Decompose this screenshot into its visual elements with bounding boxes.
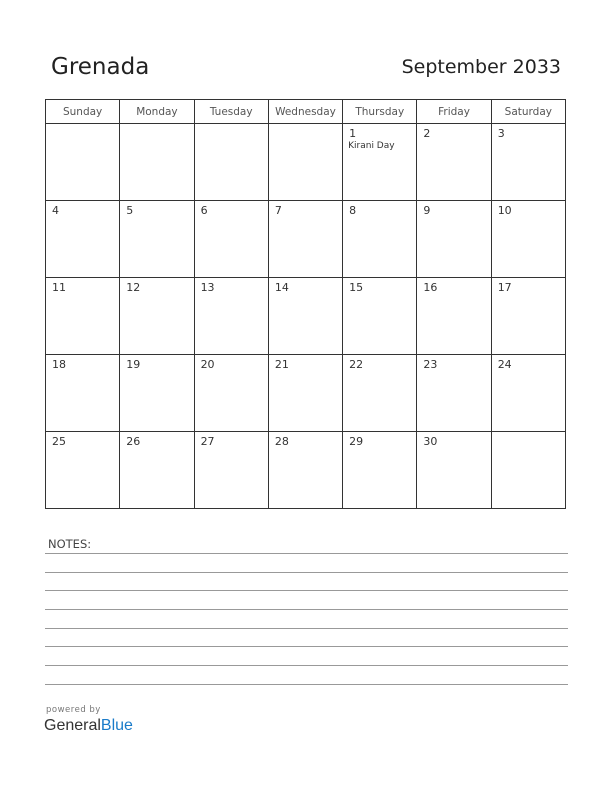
- month-year-title: September 2033: [401, 56, 561, 78]
- calendar-body: [46, 124, 566, 509]
- note-line: [45, 628, 568, 629]
- day-number: 30: [423, 435, 438, 448]
- day-number: 19: [126, 358, 141, 371]
- day-number: 26: [126, 435, 141, 448]
- day-cell[interactable]: [120, 278, 194, 355]
- week-row: [46, 355, 566, 432]
- day-number: 17: [497, 281, 512, 294]
- week-row: [46, 278, 566, 355]
- note-line: [45, 590, 568, 591]
- day-number: 25: [52, 435, 66, 448]
- day-number: 23: [423, 358, 438, 371]
- day-number: 6: [200, 204, 208, 217]
- note-line: [45, 684, 568, 685]
- day-number: 21: [274, 358, 289, 371]
- brand-logo[interactable]: [44, 717, 133, 735]
- notes-label: NOTES:: [48, 537, 92, 551]
- day-number: 2: [423, 127, 431, 140]
- day-cell[interactable]: [268, 355, 342, 432]
- day-number: 15: [349, 281, 364, 294]
- weekday-header-row: [46, 100, 566, 124]
- day-cell[interactable]: [194, 278, 268, 355]
- day-cell[interactable]: [268, 124, 342, 201]
- day-cell[interactable]: [417, 355, 491, 432]
- day-cell[interactable]: [491, 201, 565, 278]
- day-number: 1: [349, 127, 357, 140]
- weekday-monday: Monday: [120, 100, 194, 124]
- calendar-grid: [45, 99, 566, 509]
- day-number: 5: [126, 204, 134, 217]
- note-line: [45, 646, 568, 647]
- note-line: [45, 553, 568, 554]
- day-number: 16: [423, 281, 438, 294]
- day-cell[interactable]: [194, 201, 268, 278]
- day-number: 4: [52, 204, 59, 217]
- country-title: Grenada: [51, 54, 150, 80]
- weekday-thursday: Thursday: [343, 100, 417, 124]
- day-cell[interactable]: [491, 124, 565, 201]
- day-number: 3: [497, 127, 505, 140]
- day-number: 13: [200, 281, 215, 294]
- brand-logo-blue: Blue: [100, 717, 133, 734]
- day-number: 11: [52, 281, 66, 294]
- day-cell[interactable]: [343, 201, 417, 278]
- note-line: [45, 665, 568, 666]
- day-cell[interactable]: [120, 124, 194, 201]
- day-cell[interactable]: [46, 432, 120, 509]
- weekday-sunday: Sunday: [46, 100, 120, 124]
- day-number: 24: [497, 358, 512, 371]
- weekday-friday: Friday: [417, 100, 491, 124]
- day-number: 14: [274, 281, 289, 294]
- day-cell[interactable]: [194, 355, 268, 432]
- day-cell[interactable]: [417, 201, 491, 278]
- day-cell[interactable]: [268, 432, 342, 509]
- week-row: [46, 201, 566, 278]
- day-cell[interactable]: [491, 432, 565, 509]
- day-cell[interactable]: [343, 432, 417, 509]
- day-cell[interactable]: [491, 278, 565, 355]
- day-cell[interactable]: [194, 124, 268, 201]
- weekday-tuesday: Tuesday: [194, 100, 268, 124]
- day-cell[interactable]: [417, 278, 491, 355]
- day-number: 28: [274, 435, 289, 448]
- day-number: 18: [52, 358, 66, 371]
- day-cell[interactable]: [268, 201, 342, 278]
- day-number: 8: [349, 204, 357, 217]
- day-cell[interactable]: [46, 278, 120, 355]
- note-line: [45, 609, 568, 610]
- week-row: [46, 432, 566, 509]
- day-cell[interactable]: [343, 278, 417, 355]
- day-number: 27: [200, 435, 215, 448]
- day-number: 22: [349, 358, 364, 371]
- day-number: 20: [200, 358, 215, 371]
- day-cell[interactable]: [343, 124, 417, 201]
- day-cell[interactable]: [46, 201, 120, 278]
- day-cell[interactable]: [417, 432, 491, 509]
- day-cell[interactable]: [343, 355, 417, 432]
- brand-logo-general: General: [44, 717, 101, 734]
- day-cell[interactable]: [120, 355, 194, 432]
- day-number: 7: [274, 204, 282, 217]
- weekday-wednesday: Wednesday: [268, 100, 342, 124]
- day-cell[interactable]: [46, 355, 120, 432]
- weekday-saturday: Saturday: [491, 100, 565, 124]
- day-cell[interactable]: [120, 201, 194, 278]
- day-number: 12: [126, 281, 141, 294]
- note-line: [45, 572, 568, 573]
- day-number: 10: [497, 204, 512, 217]
- powered-by-text: powered by: [46, 705, 101, 715]
- day-cell[interactable]: [194, 432, 268, 509]
- week-row: [46, 124, 566, 201]
- day-cell[interactable]: [268, 278, 342, 355]
- day-cell[interactable]: [46, 124, 120, 201]
- day-cell[interactable]: [120, 432, 194, 509]
- day-number: 9: [423, 204, 431, 217]
- day-cell[interactable]: [491, 355, 565, 432]
- holiday-label: Kirani Day: [348, 141, 395, 151]
- day-cell[interactable]: [417, 124, 491, 201]
- day-number: 29: [349, 435, 364, 448]
